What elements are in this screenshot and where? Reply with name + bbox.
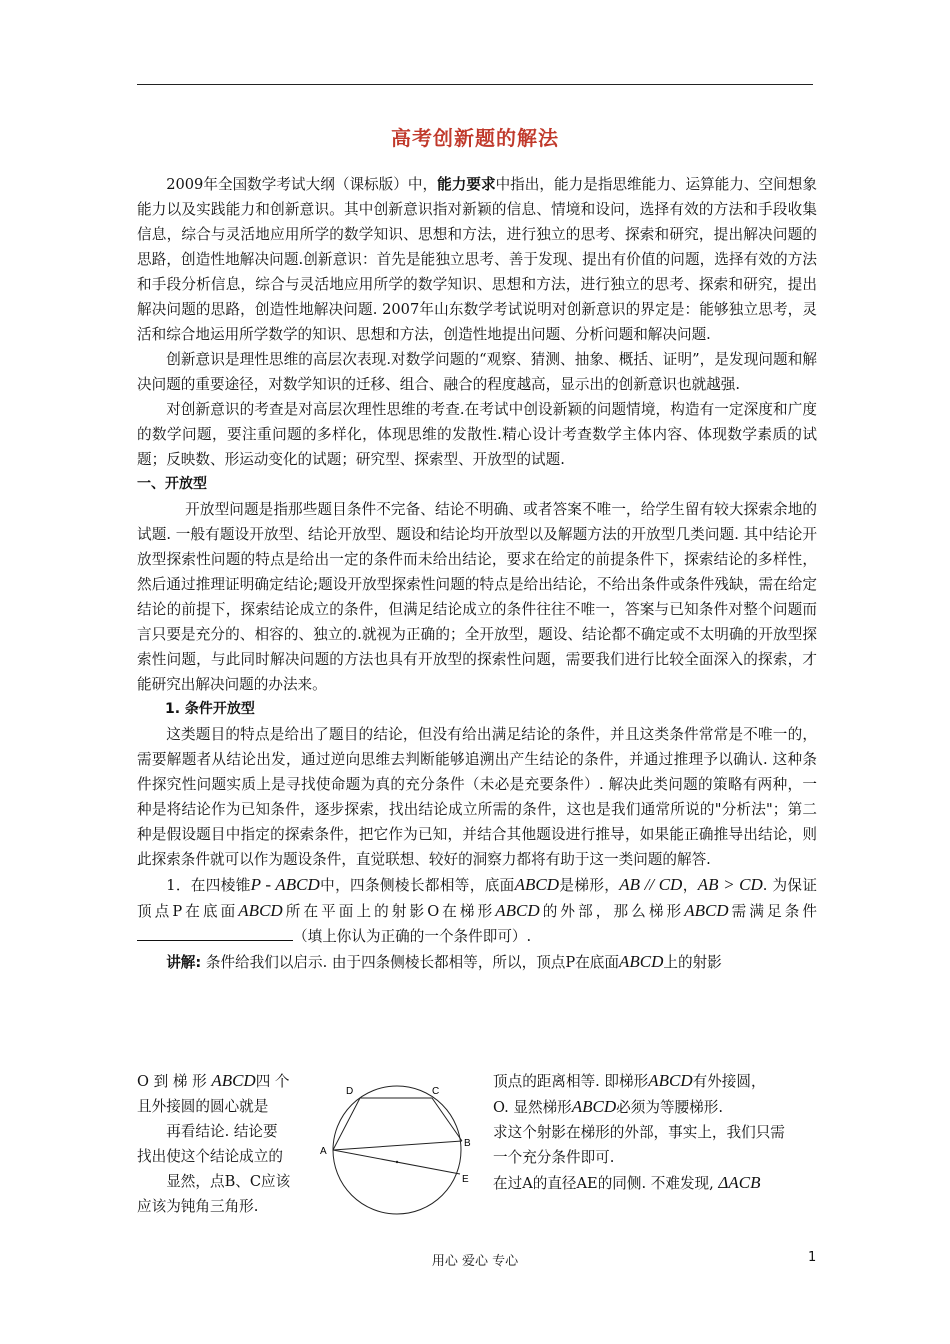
intro-paragraph-2: 创新意识是理性思维的高层次表现.对数学问题的“观察、猜测、抽象、概括、证明”，是发现问题和解决问题的重要途径，对数学知识的迁移、组合、融合的程度越高，显示出的创新意识也就越强. [137,351,817,393]
circle-trapezoid-figure [320,1078,482,1218]
problem-text: . 为保证顶点P在底面 [137,877,817,920]
intro-paragraph-1 [137,172,817,347]
math-expr: ABCD [211,1071,256,1090]
answer-blank[interactable] [137,924,293,941]
left-line-2: 且外接圆的圆心就是 [137,1098,269,1115]
section-heading-open: 一、开放型 [137,476,207,492]
text: O. 显然梯形 [493,1099,572,1116]
math-expr: ΔACB [718,1173,761,1192]
problem-1 [137,872,817,949]
segment-ab [333,1141,462,1150]
math-expr: ABCD [684,901,729,920]
solution-right-column [493,1068,823,1196]
solution-label: 讲解: [166,954,202,971]
text: O 到 梯 形 [137,1073,207,1090]
right-line-3: 求这个射影在梯形的外部，事实上，我们只需 [493,1124,785,1141]
page-footer: 用心 爱心 专心 [431,1254,519,1269]
problem-text: ， [682,877,698,894]
solution-text: 上的射影 [663,954,722,971]
math-expr: AB // CD [619,875,683,894]
solution-text: 条件给我们以启示. 由于四条侧棱长都相等，所以，顶点P在底面 [205,954,619,971]
page-title: 高考创新题的解法 [391,126,559,150]
left-line-5: 显然，点B、C应该 [166,1173,291,1190]
text: 顶点的距离相等. 即梯形 [493,1073,649,1090]
emphasis-ability: 能力要求 [437,176,496,193]
label-e: E [462,1174,469,1185]
math-expr: P - ABCD [250,875,320,894]
problem-text: 中，四条侧棱长都相等，底面 [319,877,515,894]
problem-text: 需满足条件 [728,903,817,920]
subsection-heading-condition: 1. 条件开放型 [165,701,255,717]
math-expr: AB > CD [697,875,763,894]
label-c: C [432,1086,440,1097]
label-d: D [346,1086,354,1097]
problem-text: 1．在四棱锥 [166,877,251,894]
right-line-1 [493,1068,823,1094]
header-rule [137,84,813,85]
text: 有外接圆， [692,1073,766,1090]
solution-intro [137,949,817,975]
left-line-1 [137,1068,317,1094]
left-line-6: 应该为钝角三角形. [137,1198,259,1215]
intro-paragraph-3: 对创新意识的考查是对高层次理性思维的考查.在考试中创设新颖的问题情境，构造有一定深度和广度的数学问题，要注重问题的多样化，体现思维的发散性.精心设计考查数学主体内容、体现数学素质的试题；反映数、形运动变化的试题；研究型、探索型、开放型的试题. [137,401,817,468]
label-a: A [320,1146,327,1157]
math-expr: ABCD [238,901,283,920]
problem-text: 是梯形， [559,877,620,894]
text: 四 个 [255,1073,290,1090]
math-expr: ABCD [648,1071,693,1090]
math-expr: ABCD [571,1097,617,1116]
page-number: 1 [808,1250,817,1265]
problem-text: 的外部，那么梯形 [539,903,685,920]
text: 在过A的直径AE的同侧. 不难发现, [493,1175,714,1192]
right-line-4: 一个充分条件即可. [493,1149,615,1166]
text: 必须为等腰梯形. [616,1099,723,1116]
circumcircle [333,1086,461,1214]
intro-text-cont: 中指出，能力是指思维能力、运算能力、空间想象能力以及实践能力和创新意识。其中创新意识指对新颖的信息、情境和设问，选择有效的方法和手段收集信息，综合与灵活地应用所学的数学知识、思想和方法，进行独立的思考、探索和研究，提出解决问题的思路，创造性地解决问题.创新意识：首先是能独立思考、善于发现、提出有价值的问题，选择有效的方法和手段分析信息，综合与灵活地应用所学的数学知识、思想和方法，进行独立的思考、探索和研究，提出解决问题的思路，创造性地解决问题. 2007年山东数学考试说明对创新意识的界定是：能够独立思考，灵活和综合地运用所学数学的知识、思想和方法，创造性地提出问题、分析问题和解决问题. [137,176,817,343]
subsection-paragraph: 这类题目的特点是给出了题目的结论，但没有给出满足结论的条件，并且这类条件常常是不唯一的，需要解题者从结论出发，通过逆向思维去判断能够追溯出产生结论的条件，并通过推理予以确认. 这种条件探究性问题实质上是寻找使命题为真的充分条件（未必是充要条件）. 解决此类问题的策略有两种，一种是将结论作为已知条件，逐步探索，找出结论成立所需的条件，这也是我们通常所说的"分析法"；第二种是假设题目中指定的探索条件，把它作为已知，并结合其他题设进行推导，如果能正确推导出结论，则此探索条件就可以作为题设条件，直觉联想、较好的洞察力都将有助于这一类问题的解答. [137,726,817,868]
right-line-2 [493,1094,823,1120]
left-line-3: 再看结论. 结论要 [166,1123,278,1140]
document-body [137,172,817,975]
math-expr: ABCD [619,952,664,971]
right-line-5 [493,1170,823,1196]
section-paragraph: 开放型问题是指那些题目条件不完备、结论不明确、或者答案不唯一，给学生留有较大探索余地的试题. 一般有题设开放型、结论开放型、题设和结论均开放型以及解题方法的开放型几类问题. 其中结论开放型探索性问题的特点是给出一定的条件而未给出结论，要求在给定的前提条件下，探索结论的多样性，然后通过推理证明确定结论;题设开放型探索性问题的特点是给出结论，不给出条件或条件残缺，需在给定结论的前提下，探索结论成立的条件，但满足结论成立的条件往往不唯一，答案与已知条件对整个问题而言只要是充分的、相容的、独立的.就视为正确的；全开放型，题设、结论都不确定或不太明确的开放型探索性问题，与此同时解决问题的方法也具有开放型的探索性问题，需要我们进行比较全面深入的探索，才能研究出解决问题的办法来。 [137,501,817,693]
problem-text: （填上你认为正确的一个条件即可）. [293,928,532,945]
left-line-4: 找出使这个结论成立的 [137,1148,283,1165]
intro-text: 2009年全国数学考试大纲（课标版）中， [166,176,438,193]
solution-left-column [137,1068,317,1219]
problem-text: 所在平面上的射影O在梯形 [282,903,496,920]
math-expr: ABCD [514,875,560,894]
center-point [396,1161,398,1163]
label-b: B [464,1138,471,1149]
math-expr: ABCD [495,901,540,920]
